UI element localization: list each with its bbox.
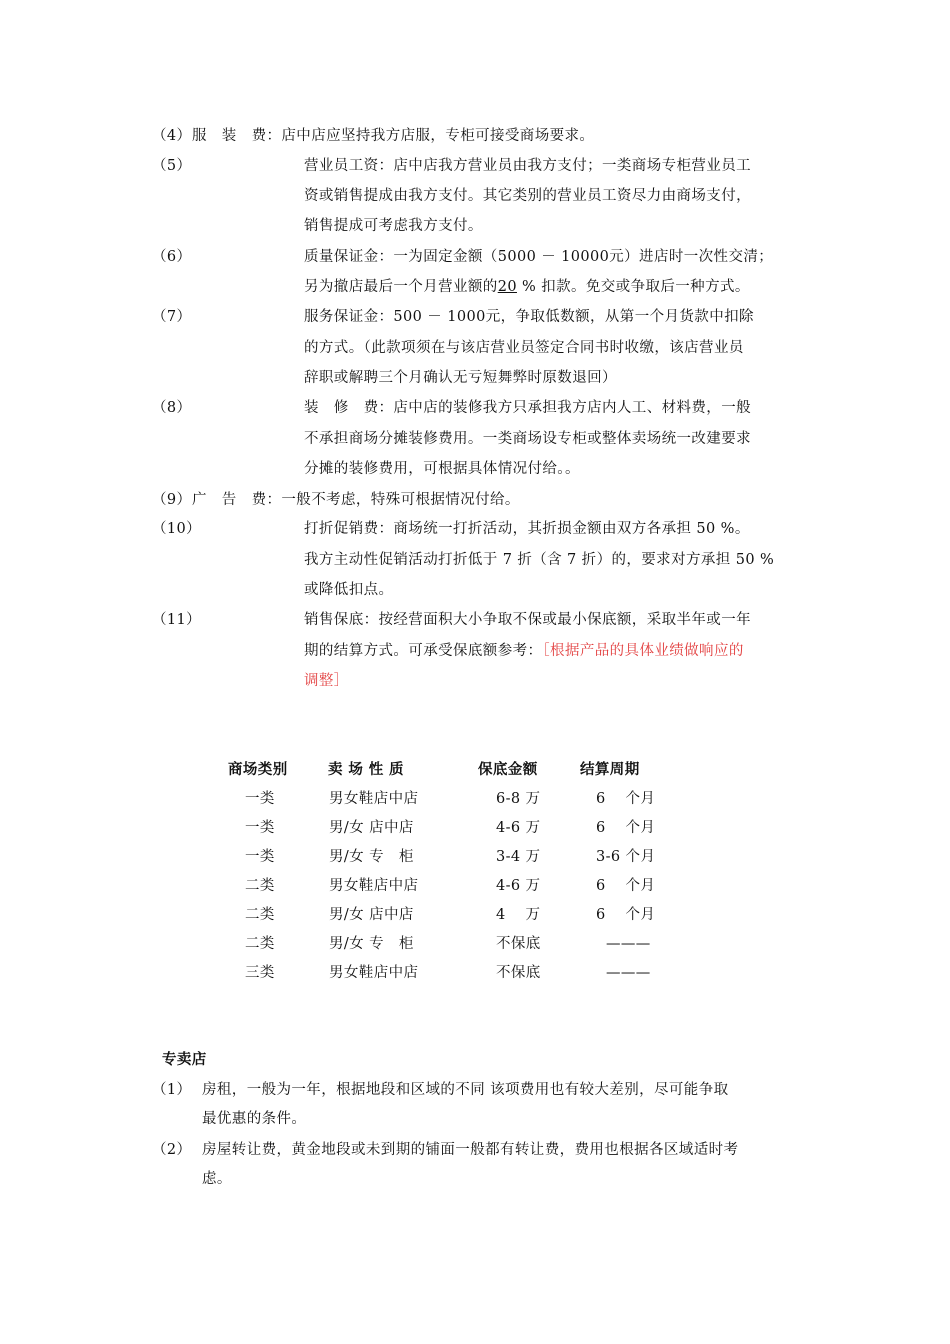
table-cell: 不保底 — [496, 936, 541, 952]
table-cell: 一类 — [245, 791, 275, 807]
table-cell: 4 万 — [496, 907, 541, 923]
red-note: 调整］ — [304, 673, 349, 689]
item-text: 服 装 费：店中店应坚持我方店服，专柜可接受商场要求。 — [192, 128, 595, 144]
item-text-line: 虑。 — [202, 1171, 232, 1187]
item-text-line: 营业员工资：店中店我方营业员由我方支付；一类商场专柜营业员工 — [304, 158, 751, 174]
item-text: 广 告 费：一般不考虑，特殊可根据情况付给。 — [192, 492, 520, 508]
percentage-value: 20 — [497, 279, 517, 295]
item-text-line: 资或销售提成由我方支付。其它类别的营业员工资尽力由商场支付， — [304, 188, 751, 204]
table-cell: 男女鞋店中店 — [329, 878, 419, 894]
item-text-line: 辞职或解聘三个月确认无亏短舞弊时原数退回） — [304, 370, 617, 386]
item-text-line: 装 修 费：店中店的装修我方只承担我方店内人工、材料费，一般 — [304, 400, 751, 416]
table-cell: 3-6 个月 — [596, 849, 656, 865]
item-text-line: 不承担商场分摊装修费用。一类商场设专柜或整体卖场统一改建要求 — [304, 431, 751, 447]
column-header: 保底金额 — [478, 762, 538, 778]
item-text-line: 房租，一般为一年，根据地段和区域的不同 该项费用也有较大差别，尽可能争取 — [202, 1082, 729, 1098]
table-cell: 男/女 专 柜 — [329, 849, 414, 865]
item-text-line: 的方式。（此款项须在与该店营业员签定合同书时收缴，该店营业员 — [304, 340, 744, 356]
text-segment: % 扣款。免交或争取后一种方式。 — [516, 279, 750, 295]
table-cell: 4-6 万 — [496, 820, 541, 836]
item-number: （7） — [152, 309, 192, 325]
table-cell: 6-8 万 — [496, 791, 541, 807]
item-text-line: 服务保证金：500 － 1000元，争取低数额，从第一个月货款中扣除 — [304, 309, 754, 325]
item-text-line: 最优惠的条件。 — [202, 1111, 307, 1127]
item-number: （5） — [152, 158, 192, 174]
item-text-line: 销售保底：按经营面积大小争取不保或最小保底额，采取半年或一年 — [304, 612, 751, 628]
table-cell: 男/女 店中店 — [329, 907, 414, 923]
section-title: 专卖店 — [162, 1052, 207, 1068]
table-cell: 6 个月 — [596, 820, 656, 836]
item-text-line: 质量保证金：一为固定金额（5000 － 10000元）进店时一次性交清； — [304, 249, 774, 265]
item-number: （6） — [152, 249, 192, 265]
item-text-line: 销售提成可考虑我方支付。 — [304, 218, 483, 234]
table-cell: 男/女 专 柜 — [329, 936, 414, 952]
text-segment: 另为撤店最后一个月营业额的 — [304, 279, 498, 295]
item-number: （10） — [152, 521, 202, 537]
column-header: 卖 场 性 质 — [328, 762, 404, 778]
item-number: （1） — [152, 1082, 192, 1098]
item-text-line: 或降低扣点。 — [304, 582, 394, 598]
item-text-line: 打折促销费：商场统一打折活动，其折损金额由双方各承担 50 %。 — [304, 521, 750, 537]
item-number: （11） — [152, 612, 202, 628]
red-note: ［根据产品的具体业绩做响应的 — [542, 643, 744, 659]
table-cell: 不保底 — [496, 965, 541, 981]
table-cell: 二类 — [245, 936, 275, 952]
column-header: 商场类别 — [228, 762, 288, 778]
table-cell: 6 个月 — [596, 907, 656, 923]
item-number: （9） — [152, 492, 192, 508]
item-number: （2） — [152, 1142, 192, 1158]
table-cell: 3-4 万 — [496, 849, 541, 865]
table-cell: 6 个月 — [596, 791, 656, 807]
item-text-line: 分摊的装修费用，可根据具体情况付给。。 — [304, 461, 580, 477]
item-text-line — [304, 277, 750, 297]
table-cell: 男/女 店中店 — [329, 820, 414, 836]
item-text-line: 我方主动性促销活动打折低于 7 折（含 7 折）的，要求对方承担 50 % — [304, 552, 775, 568]
table-cell: 一类 — [245, 820, 275, 836]
table-cell: 三类 — [245, 965, 275, 981]
table-cell: 一类 — [245, 849, 275, 865]
table-cell: 4-6 万 — [496, 878, 541, 894]
table-cell: 二类 — [245, 907, 275, 923]
table-cell: ——— — [606, 936, 651, 952]
table-cell: 男女鞋店中店 — [329, 965, 419, 981]
item-number: （4） — [152, 128, 192, 144]
column-header: 结算周期 — [580, 762, 640, 778]
table-cell: 6 个月 — [596, 878, 656, 894]
table-cell: 男女鞋店中店 — [329, 791, 419, 807]
item-text-line — [304, 641, 744, 661]
text-segment: 期的结算方式。可承受保底额参考： — [304, 643, 543, 659]
table-cell: ——— — [606, 965, 651, 981]
table-cell: 二类 — [245, 878, 275, 894]
item-text-line: 房屋转让费，黄金地段或未到期的铺面一般都有转让费，费用也根据各区域适时考 — [202, 1142, 739, 1158]
item-number: （8） — [152, 400, 192, 416]
